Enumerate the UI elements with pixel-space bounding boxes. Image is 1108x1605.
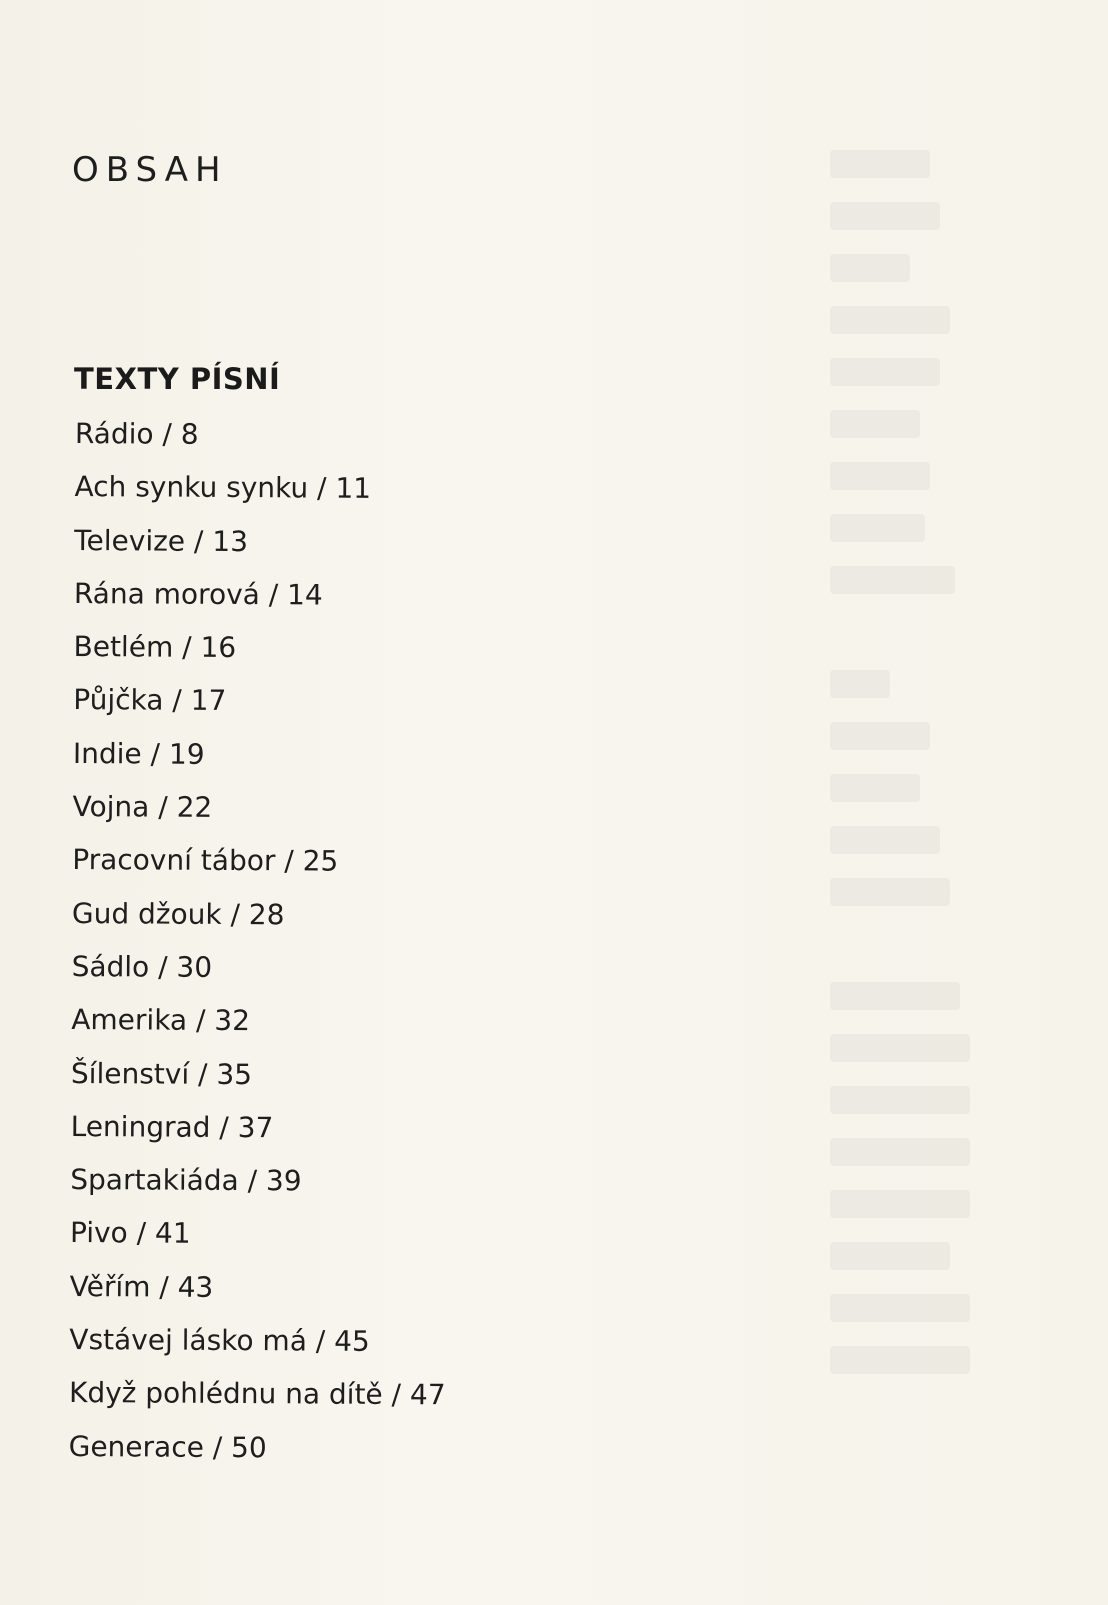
bleed-through-text [830, 150, 990, 1400]
toc-entry: Gud džouk / 28 [71, 896, 285, 931]
toc-entry: Indie / 19 [72, 736, 205, 771]
toc-entry: Pivo / 41 [69, 1216, 191, 1251]
toc-entry: Šílenství / 35 [70, 1056, 253, 1091]
toc-entry: Vojna / 22 [72, 790, 213, 824]
toc-entry: Sádlo / 30 [71, 949, 213, 984]
toc-entry: Ach synku synku / 11 [74, 470, 372, 506]
toc-entry: Betlém / 16 [73, 630, 237, 665]
toc-entry: Spartakiáda / 39 [70, 1163, 302, 1198]
section-title-song-lyrics: TEXTY PÍSNÍ [74, 362, 281, 396]
toc-entry: Amerika / 32 [71, 1003, 251, 1038]
toc-entry: Generace / 50 [68, 1429, 267, 1464]
table-of-contents [68, 414, 451, 1482]
toc-entry: Leningrad / 37 [70, 1109, 274, 1145]
toc-entry: Vstávej lásko má / 45 [69, 1323, 370, 1358]
toc-entry: Půjčka / 17 [73, 683, 227, 718]
toc-entry: Rádio / 8 [74, 416, 199, 451]
toc-entry: Pracovní tábor / 25 [72, 843, 339, 878]
toc-entry: Věřím / 43 [69, 1269, 214, 1304]
toc-entry: Televize / 13 [74, 523, 249, 558]
toc-entry: Rána morová / 14 [73, 576, 323, 612]
toc-entry: Když pohlédnu na dítě / 47 [68, 1376, 446, 1412]
contents-heading: OBSAH [72, 150, 228, 190]
